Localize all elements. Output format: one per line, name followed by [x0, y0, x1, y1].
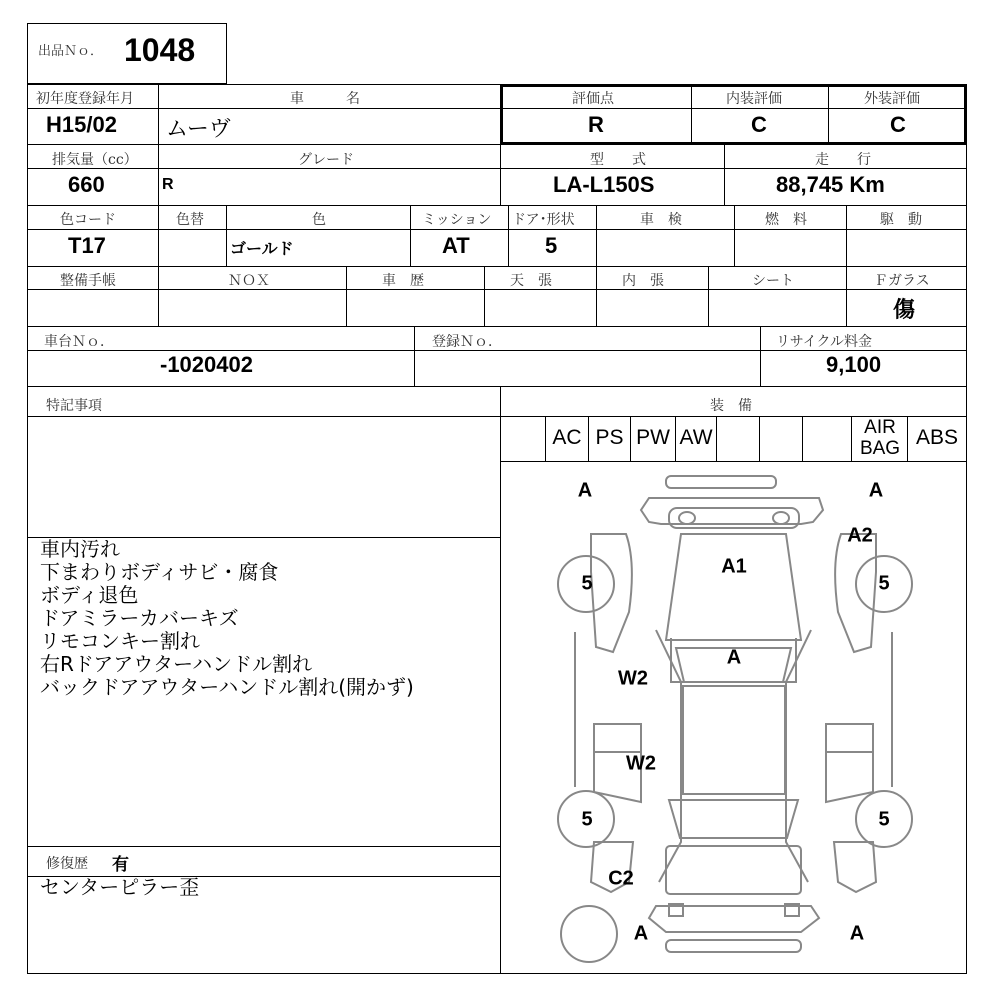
car-name-label: 車 名: [290, 91, 360, 107]
mark-front-left: A: [577, 479, 593, 502]
grade-value: R: [162, 176, 174, 193]
reg-no-label: 登録Ｎｏ．: [432, 334, 502, 350]
note-line: リモコンキー割れ: [40, 629, 200, 653]
equip-abs: ABS: [915, 426, 959, 449]
repair-detail: センターピラー歪: [40, 875, 200, 899]
inner-label: 内 張: [622, 273, 664, 289]
lot-number: 1048: [124, 32, 196, 68]
car-name-value: ムーヴ: [166, 117, 231, 142]
equipment-label: 装 備: [710, 398, 752, 414]
mark-hood: A1: [721, 555, 747, 578]
fuel-label: 燃 料: [765, 212, 807, 228]
door-label: ドア･形状: [512, 212, 575, 228]
service-book-label: 整備手帳: [60, 273, 116, 289]
interior-value: C: [751, 112, 767, 137]
color-label: 色: [312, 212, 326, 228]
mark-roof: A: [726, 646, 742, 669]
note-line: 右Rドアアウターハンドル割れ: [40, 652, 313, 676]
mark-right-front-fender: A2: [847, 524, 873, 547]
color-code-value: T17: [68, 233, 106, 258]
mark-right-rear-tire: 5: [878, 808, 890, 831]
recycle-value: 9,100: [826, 352, 882, 377]
equip-ac: AC: [552, 426, 582, 449]
mark-left-rear-quarter: C2: [608, 867, 634, 890]
recycle-label: リサイクル料金: [776, 334, 873, 350]
equip-ps: PS: [595, 426, 624, 449]
mark-left-rear-tire: 5: [581, 808, 593, 831]
nox-label: ＮＯＸ: [228, 273, 270, 289]
equip-aw: AW: [679, 426, 713, 449]
mark-right-front-tire: 5: [878, 572, 890, 595]
score-label: 評価点: [572, 91, 614, 107]
note-line: 車内汚れ: [40, 537, 120, 561]
fglass-value: 傷: [893, 298, 916, 323]
roof-label: 天 張: [510, 273, 552, 289]
equip-pw: PW: [636, 426, 670, 449]
color-code-label: 色コード: [60, 212, 116, 228]
note-line: ドアミラーカバーキズ: [40, 606, 239, 630]
mark-rear-right: A: [849, 922, 865, 945]
notes-label: 特記事項: [46, 398, 102, 414]
mileage-value: 88,745 Km: [776, 172, 885, 197]
grade-label: グレード: [298, 152, 354, 168]
chassis-value: -1020402: [160, 352, 253, 377]
lot-box: [27, 23, 227, 84]
lot-label: 出品Ｎｏ．: [38, 44, 104, 59]
seat-label: シート: [752, 273, 794, 289]
note-line: ボディ退色: [40, 583, 139, 607]
fglass-label: Ｆガラス: [874, 273, 930, 289]
note-line: 下まわりボディサビ・腐食: [40, 560, 279, 584]
exterior-label: 外装評価: [864, 91, 920, 107]
mark-left-front-tire: 5: [581, 572, 593, 595]
displacement-value: 660: [68, 172, 105, 197]
mark-left-front-door: W2: [618, 667, 648, 690]
exterior-value: C: [890, 112, 906, 137]
car-diagram: [501, 462, 966, 973]
color-change-label: 色替: [176, 212, 204, 228]
mission-label: ミッション: [422, 212, 492, 228]
mark-left-rear-door: W2: [626, 752, 656, 775]
mark-rear-left: A: [633, 922, 649, 945]
history-label: 車 歴: [382, 273, 424, 289]
score-value: R: [588, 112, 604, 137]
interior-label: 内装評価: [726, 91, 782, 107]
drive-label: 駆 動: [880, 212, 922, 228]
chassis-label: 車台Ｎｏ．: [44, 334, 114, 350]
repair-label: 修復歴: [46, 856, 88, 872]
mark-front-right: A: [868, 479, 884, 502]
displacement-label: 排気量（cc）: [52, 152, 138, 168]
door-value: 5: [545, 233, 558, 258]
reg-date-value: H15/02: [46, 112, 117, 137]
mission-value: AT: [442, 233, 470, 258]
mileage-label: 走 行: [815, 152, 871, 168]
model-value: LA-L150S: [553, 172, 655, 197]
reg-date-label: 初年度登録年月: [36, 91, 134, 107]
note-line: バックドアアウターハンドル割れ(開かず): [40, 675, 414, 699]
inspection-label: 車 検: [640, 212, 682, 228]
color-value: ゴールド: [230, 239, 294, 258]
repair-value: 有: [112, 855, 129, 875]
equip-airbag: AIR BAG: [859, 417, 901, 459]
model-label: 型 式: [590, 152, 646, 168]
